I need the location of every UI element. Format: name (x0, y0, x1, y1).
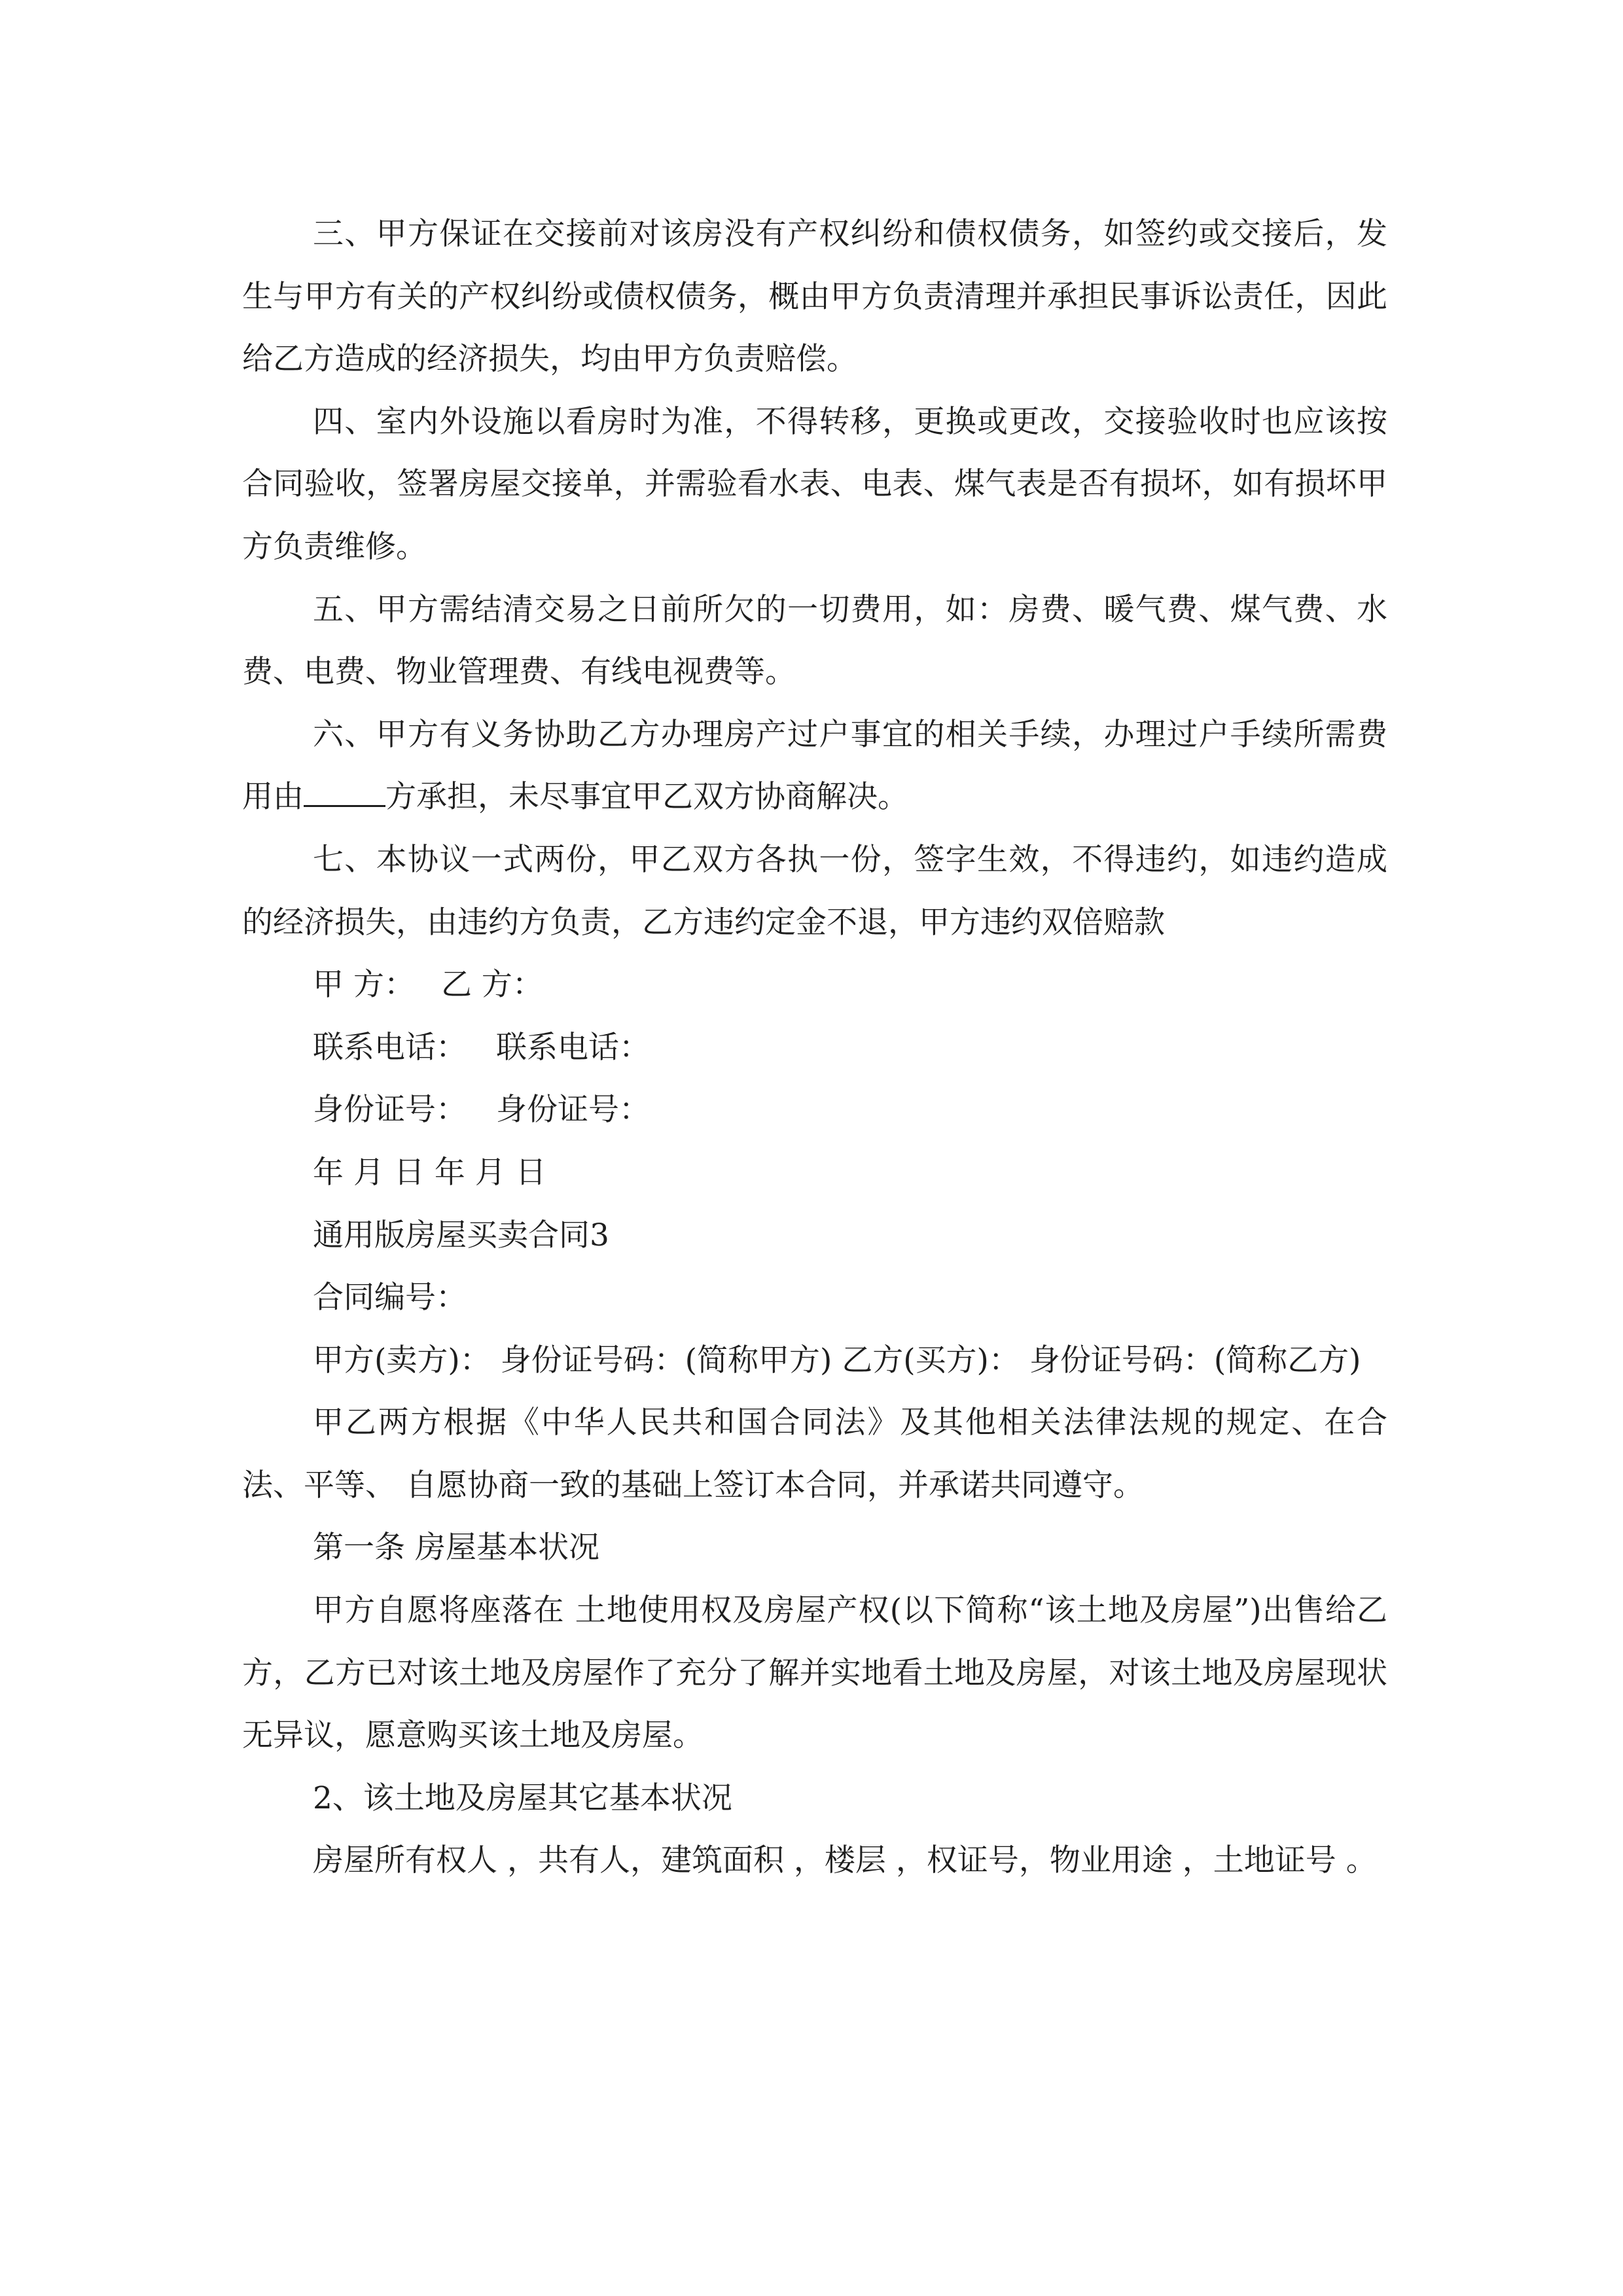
signature-parties-line (242, 954, 1387, 1016)
party-b-label: 乙 方： (440, 967, 543, 1003)
clause-3: 三、甲方保证在交接前对该房没有产权纠纷和债权债务，如签约或交接后，发生与甲方有关的产权纠纷或债权债务，概由甲方负责清理并承担民事诉讼责任，因此给乙方造成的经济损失，均由甲方负责赔偿。 (242, 216, 1387, 378)
contract-title: 通用版房屋买卖合同3 (313, 1217, 609, 1253)
document-body (242, 203, 1387, 1892)
clause-6 (242, 704, 1387, 829)
date-line: 年 月 日 年 月 日 (313, 1154, 546, 1191)
party-a-label: 甲 方： (313, 967, 415, 1003)
preamble: 甲乙两方根据《中华人民共和国合同法》及其他相关法律法规的规定、在合法、平等、 自愿协商一致的基础上签订本合同，并承诺共同遵守。 (242, 1405, 1387, 1503)
clause-6-text-end: 方承担，未尽事宜甲乙双方协商解决。 (385, 779, 908, 816)
clause-5: 五、甲方需结清交易之日前所欠的一切费用，如：房费、暖气费、煤气费、水费、电费、物业管理费、有线电视费等。 (242, 591, 1387, 691)
fill-in-blank (304, 779, 385, 807)
contract-number-label: 合同编号： (313, 1280, 467, 1316)
item-2-body: 房屋所有权人 ，共有人，建筑面积 ，楼层 ，权证号，物业用途 ，土地证号 。 (313, 1842, 1377, 1879)
article-1-body: 甲方自愿将座落在 土地使用权及房屋产权(以下简称“该土地及房屋”)出售给乙方，乙方已对该土地及房屋作了充分了解并实地看土地及房屋，对该土地及房屋现状无异议，愿意购买该土地及房屋。 (242, 1592, 1387, 1754)
item-2-title: 2、该土地及房屋其它基本状况 (313, 1780, 732, 1816)
phone-b-label: 联系电话： (496, 1029, 650, 1066)
id-a-label: 身份证号： (313, 1092, 467, 1128)
phone-a-label: 联系电话： (313, 1029, 467, 1066)
phone-line (242, 1016, 1387, 1079)
id-number-line (242, 1079, 1387, 1141)
clause-7: 七、本协议一式两份，甲乙双方各执一份，签字生效，不得违约，如违约造成的经济损失，由违约方负责，乙方违约定金不退，甲方违约双倍赔款 (242, 841, 1387, 941)
article-1-title: 第一条 房屋基本状况 (313, 1530, 599, 1566)
clause-4: 四、室内外设施以看房时为准，不得转移，更换或更改，交接验收时也应该按合同验收，签署房屋交接单，并需验看水表、电表、煤气表是否有损坏，如有损坏甲方负责维修。 (242, 403, 1387, 565)
id-b-label: 身份证号： (496, 1092, 650, 1128)
parties-line: 甲方(卖方)： 身份证号码：(简称甲方) 乙方(买方)： 身份证号码：(简称乙方) (313, 1342, 1361, 1378)
clause-6-text-start: 六、甲方有义务协助乙方办理房产过户事宜的相关手续，办理过户手续所需费用由 (242, 716, 1387, 816)
